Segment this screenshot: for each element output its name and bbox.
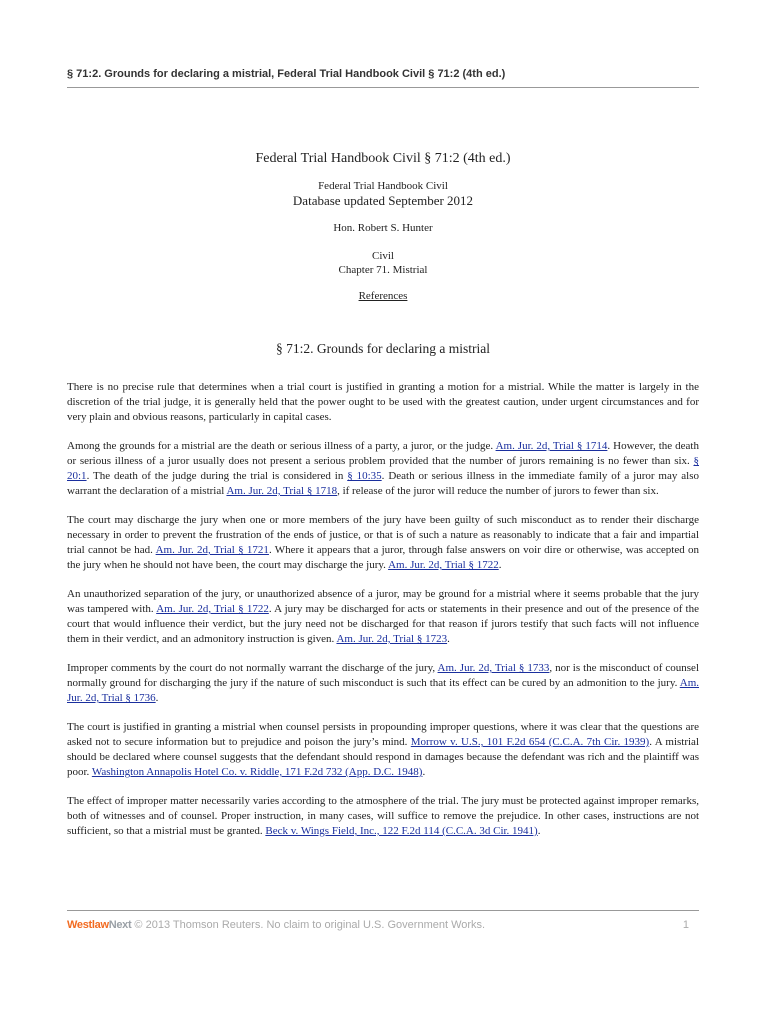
publication-name: Federal Trial Handbook Civil [318, 180, 448, 192]
citation-link[interactable]: Am. Jur. 2d, Trial § 1736 [67, 677, 699, 704]
part-and-chapter [67, 249, 699, 277]
paragraph-text: . [447, 633, 450, 645]
westlaw-logo-text: Westlaw [67, 919, 109, 931]
body-paragraph [67, 587, 699, 647]
citation-link[interactable]: § 20:1 [67, 455, 699, 482]
next-logo-text: Next [108, 919, 132, 931]
paragraph-text: The effect of improper matter necessarily varies according to the atmosphere of the trial. The jury must be protected against improper remarks, both of witnesses and of counsel. Proper instruction, in many cases, will suffice to remove the prejudice. In other cases, instructions are not sufficient, so that a mistrial must be granted. [67, 795, 699, 837]
citation-link[interactable]: Am. Jur. 2d, Trial § 1723 [336, 633, 448, 645]
paragraph-text: Among the grounds for a mistrial are the death or serious illness of a party, a juror, or the judge. [67, 440, 496, 452]
paragraph-text: , if release of the juror will reduce the number of jurors to fewer than six. [337, 485, 659, 497]
body-paragraph [67, 513, 699, 573]
document-title: Federal Trial Handbook Civil § 71:2 (4th ed.) [255, 151, 511, 166]
body-paragraph [67, 661, 699, 706]
body-paragraph [67, 720, 699, 780]
body-text [67, 380, 699, 853]
paragraph-text: The court may discharge the jury when one or more members of the jury have been guilty of such misconduct as to render their discharge necessary in order to prevent the frustration of the ends of justice, or that is of such a nature as reasonably to indicate that a fair and impartial trial cannot be had. [67, 514, 699, 556]
section-heading: § 71:2. Grounds for declaring a mistrial [275, 341, 491, 356]
paragraph-text: . [155, 692, 159, 704]
citation-link[interactable]: Am. Jur. 2d, Trial § 1721 [155, 544, 269, 556]
citation-link[interactable]: Am. Jur. 2d, Trial § 1718 [226, 485, 338, 497]
body-paragraph [67, 794, 699, 839]
paragraph-text: . Where it appears that a juror, through false answers on voir dire or otherwise, was accepted on the jury when he should not have been, the court may discharge the jury. [67, 544, 699, 571]
body-paragraph [67, 439, 699, 499]
citation-link[interactable]: Am. Jur. 2d, Trial § 1722 [156, 603, 269, 615]
citation-link[interactable]: Washington Annapolis Hotel Co. v. Riddle, 171 F.2d 732 (App. D.C. 1948) [91, 766, 423, 778]
paragraph-text: . However, the death or serious illness of a juror usually does not present a serious problem provided that the number of jurors remaining is no fewer than six. [67, 440, 699, 467]
paragraph-text: There is no precise rule that determines when a trial court is justified in granting a motion for a mistrial. While the matter is largely in the discretion of the trial judge, it is generally held that the power ought to be used with the greatest caution, under urgent circumstances and for very plain and obvious reasons, particularly in capital cases. [67, 381, 699, 423]
citation-link[interactable]: § 10:35 [347, 470, 382, 482]
references-link[interactable]: References [358, 290, 408, 302]
paragraph-text: . Death or serious illness in the immediate family of a juror may also warrant the declaration of a mistrial [67, 470, 699, 497]
copyright-text: © 2013 Thomson Reuters. No claim to original U.S. Government Works. [131, 919, 486, 931]
author-name: Hon. Robert S. Hunter [333, 222, 433, 234]
paragraph-text: The court is justified in granting a mistrial when counsel persists in propounding improper questions, where it was clear that the questions are asked not to secure information but to prejudice and poison the jury’s mind. [67, 721, 699, 748]
citation-link[interactable]: Am. Jur. 2d, Trial § 1733 [437, 662, 550, 674]
page-footer [67, 910, 699, 931]
chapter-label: Chapter 71. Mistrial [338, 264, 428, 276]
citation-link[interactable]: Beck v. Wings Field, Inc., 122 F.2d 114 (C.C.A. 3d Cir. 1941) [265, 825, 538, 837]
citation-link[interactable]: Morrow v. U.S., 101 F.2d 654 (C.C.A. 7th Cir. 1939) [410, 736, 650, 748]
paragraph-text: . [537, 825, 541, 837]
citation-link[interactable]: Am. Jur. 2d, Trial § 1714 [495, 440, 608, 452]
paragraph-text: . [498, 559, 502, 571]
running-header: § 71:2. Grounds for declaring a mistrial, Federal Trial Handbook Civil § 71:2 (4th ed.) [67, 68, 699, 88]
part-label: Civil [371, 250, 394, 262]
footer-copyright-line [67, 919, 485, 931]
paragraph-text: An unauthorized separation of the jury, or unauthorized absence of a juror, may be ground for a mistrial where it seems probable that the jury was tampered with. [67, 588, 699, 615]
database-updated: Database updated September 2012 [292, 193, 474, 208]
citation-link[interactable]: Am. Jur. 2d, Trial § 1722 [388, 559, 499, 571]
paragraph-text: . A mistrial should be declared where counsel suggests that the defendant should respond in damages because the defendant was rich and the plaintiff was poor. [67, 736, 699, 778]
paragraph-text: Improper comments by the court do not normally warrant the discharge of the jury, [67, 662, 438, 674]
paragraph-text: . [422, 766, 426, 778]
body-paragraph [67, 380, 699, 425]
paragraph-text: . The death of the judge during the trial is considered in [86, 470, 348, 482]
paragraph-text: , nor is the misconduct of counsel normally ground for discharging the jury if the nature of such misconduct is such that its effect can be cured by an admonition to the jury. [67, 662, 699, 689]
page-number: 1 [682, 919, 689, 931]
paragraph-text: . A jury may be discharged for acts or statements in their presence and out of the presence of the court that would influence their verdict, but the jury need not be discharged for that reason if jurors testify that such facts will not influence them in their verdict, and an admonitory instruction is given. [67, 603, 699, 645]
